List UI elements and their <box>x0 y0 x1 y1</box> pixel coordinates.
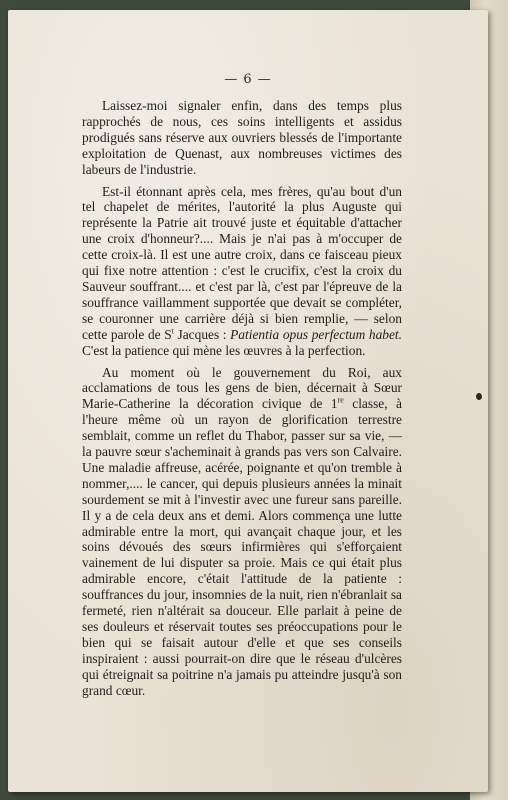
ordinal-number: 1 <box>330 396 338 412</box>
saint-sup: t <box>171 326 174 336</box>
saint-abbrev: S <box>164 326 172 342</box>
paragraph-3-text: Au moment où le gouvernement du Roi, aux acclamations de tous les gens de bien, décernait à Sœur Marie-Catherine la décoration civique de <box>82 364 402 412</box>
ordinal-sup: re <box>337 395 344 405</box>
body-text <box>82 98 402 705</box>
paragraph-3-rest: classe, à l'heure même où un rayon de glorification terrestre semblait, comme un reflet du Thabor, passer sur sa vie, — la pauvre sœur s'acheminait à grands pas vers son Calvaire. Une maladie affreuse, acérée, poignante et qu'on tremble à nommer,.... le cancer, qui depuis plusieurs années la minait sourdement se mit à l'investir avec une fureur sans pareille. Il y a de cela deux ans et demi. Alors commença une lutte admirable entre la mort, qui avançait chaque jour, et les soins dévoués des sœurs infirmières qui s'efforçaient vainement de lui disputer sa proie. Mais ce qui était plus admirable encore, c'était l'attitude de la patiente : souffrances du jour, insomnies de la nuit, rien n'ébranlait sa fermeté, rien n'altérait sa douceur. Elle parlait à peine de ses douleurs et réservait toutes ses préoccupations pour le bien qui se faisait autour d'elle et que ses conseils inspiraient : aussi pourrait-on dire que le réseau d'ulcères qui étreignait sa poitrine n'a jamais pu atteindre jusqu'à son grand cœur. <box>82 396 402 698</box>
paragraph-2 <box>82 184 402 359</box>
paragraph-2-text: Est-il étonnant après cela, mes frères, qu'au bout d'un tel chapelet de mérites, l'autorité la plus Auguste qui représente la Patrie ait trouvé juste et équitable d'attacher une croix d'honneur?.... Mais je n'ai pas à m'occuper de cette croix-là. Il est une autre croix, dans ce faisceau pieux qui fixe notre attention : c'est le crucifix, c'est la croix du Sauveur souffrant.... et c'est par là, c'est par l'épreuve de la souffrance vaillamment supportée que devait se compléter, se couronner une carrière déjà si bien remplie, — selon cette parole de <box>82 183 402 342</box>
latin-quote: Patientia opus perfectum habet. <box>230 326 402 342</box>
quote-translation: C'est la patience qui mène les œuvres à la perfection. <box>82 342 366 358</box>
paper-spot <box>476 393 482 400</box>
saint-rest: Jacques : <box>173 326 231 342</box>
ordinal-space <box>344 396 352 411</box>
document-page <box>8 10 488 792</box>
paragraph-1: Laissez-moi signaler enfin, dans des temps plus rapprochés de nous, ces soins intelligents et assidus prodigués sans réserve aux ouvriers blessés de l'importante exploitation de Quenast, aux nombreuses victimes des labeurs de l'industrie. <box>82 98 402 177</box>
paragraph-3 <box>82 365 402 699</box>
page-number: — 6 — <box>224 72 272 87</box>
